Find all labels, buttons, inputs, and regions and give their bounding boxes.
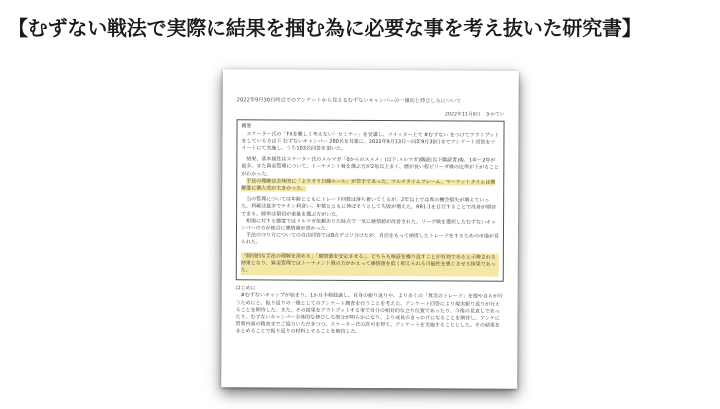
document-body (235, 81, 504, 337)
document-date-author: 2022年11月6日 きかてい (444, 112, 505, 118)
intro-heading: はじめに (235, 285, 256, 292)
summary-box (236, 120, 505, 282)
intro-body: #むずないキャンプが始まり、1か月半程経過し、自身の振り返りや、より多くの「真実のトレード」を提や自らが行うためにと、振り返りの一環としてのアンケート調査を行うことを考えた。アンケート回答により現実振り返りが行えることを期待した。また、その結果をアウトプットする事で自分の相対的な立ち位置であったり、今後の見直しであったり、むずないキャンパー全体的な伸びしろ部分が明らかになり、より成長のきっかけになることを期待し、アンケに質問内容の精査までご協力いただきつつ、スケーター氏の許可を得て、アンケートを実施することとした。その結果をまとめることで振り返りの材料とすることを期待した。 (235, 292, 503, 336)
summary-paragraph: 当の管理については年齢とともにトレード回数は落ち着いてくるが、2年以上では真の機会損失が増えていった。利確は最多でチキン利食い。年数とともに伸ばそうとして失敗が増えた。RR1:1を目行することで改善が期待できる。勝率は損切が重量を選ぶ方がいた。 (241, 196, 497, 218)
summary-paragraph-highlighted (241, 178, 499, 194)
summary-paragraph: 手法の守り方についての自由回答では8点デゴリ分けたが、自信をもって納得したトレードをするための市場が見られた。 (240, 232, 499, 246)
headline: 【むずない戦法で実際に結果を掴む為に必要な事を考え抜いた研究書】 (8, 16, 642, 40)
summary-paragraph: スケーター氏の「FXを難しく考えない！セミナー」を受講し、ツイッター上で #むずない をつけてアウトプットをしている方は下 むずないキャンパー 280名を対象に、2022年9月13日〜同年9月30日までアンケート回答をツイートにて実施し、うち103名回答を頂いた。 (241, 130, 500, 152)
summary-conclusion-highlight: 「個別的な手法の理解を深める」「感情値を安定させる」、どちらも検証を繰り返すことが有効であると示唆される結果となり、資金管理ではトーナメント戦の方がかえって感情値を低く抑えられる可能性を感じさせる結果であった。 (241, 252, 499, 277)
summary-paragraph: 結果、基本属性はスケーター氏のメルマガ「0からのスメメ」(以下:メルマガ)購読(以下購読者)後、1年〜2年が最多、また資金管理について、トーナメント戦を選ぶ方が2倍以上多く、歴が長い程ビリーダ戦の比率が下がることがわかった。 (241, 156, 500, 178)
summary-heading: 概要 (241, 123, 252, 130)
document-page-image (221, 69, 519, 389)
summary-paragraph: 相場に対する態度ではメルマガ依頼ありた時点で一気に感情値が改善された。リーグ戦を選択したむずないキャンパーの方が総合に感情値が高かった。 (240, 218, 497, 232)
document-title: 2022年9月30日時点でのアンケートから見えるむずないキャンパーの一傾向と伸びしろについて (236, 97, 462, 105)
summary-highlight: 手法の理解は全体的に「よりすり日線ルール」が苦手であった。マルチタイムフレーム、マーケットタイムは理解度に個人差が大きかった。 (241, 178, 496, 192)
